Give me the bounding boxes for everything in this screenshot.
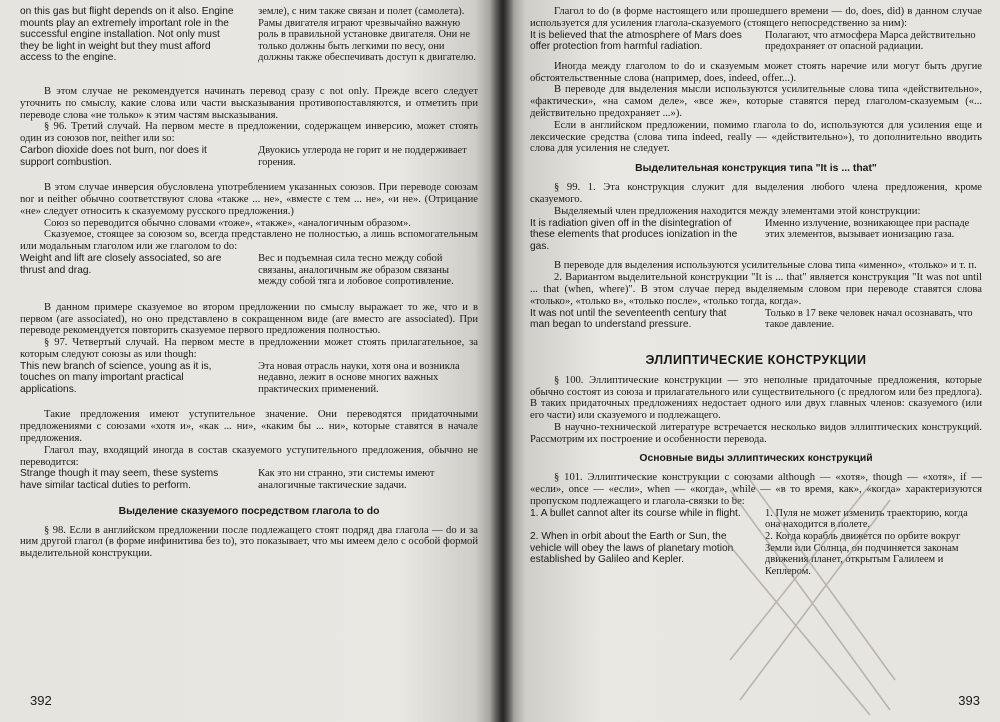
- example-nor: [20, 145, 478, 168]
- section-96-text: § 96. Третий случай. На первом месте в предложении, содержащем инверсию, может стоять один из союзов nor, neither или so:: [20, 121, 478, 145]
- section-98-text: § 98. Если в английском предложении после подлежащего стоят подряд два глагола — do и за ним другой глагол (в форме инфинитива без to), это показывает, что мы имеем дело с особой формой выделительной конструкции.: [20, 524, 478, 560]
- example-not-until-russian: Только в 17 веке человек начал осознавать, что такое давление.: [765, 307, 973, 331]
- example-nor-russian: Двуокись углерода не горит и не поддерживает горения.: [258, 144, 467, 168]
- section-heading-types: Основные виды эллиптических конструкций: [639, 453, 873, 465]
- example-radiation-russian: Именно излучение, возникающее при распаде этих элементов, вызывает ионизацию газа.: [765, 217, 970, 241]
- example-orbit-english: 2. When in orbit about the Earth or Sun, the vehicle will obey the laws of planetary motion established by Galileo and Kepler.: [530, 531, 734, 566]
- paragraph-inversion: В этом случае инверсия обусловлена употреблением указанных союзов. При переводе союзам nor и neither обычно соответствуют слова «также ... не», «вместе с тем ... не», «и не». (Отрицание «не» следует относить к сказуемому русского предложения.): [20, 182, 478, 217]
- paragraph-so-predicate: Сказуемое, стоящее за союзом so, всегда представлено не полностью, а лишь вспомогательным или модальным глаголом или же глаголом to do:: [20, 229, 478, 253]
- section-99-text: § 99. 1. Эта конструкция служит для выделения любого члена предложения, кроме сказуемого.: [530, 182, 982, 205]
- example-so-russian: Вес и подъемная сила тесно между собой связаны, аналогичным же образом связаны между собой тяга и лобовое сопротивление.: [258, 252, 454, 288]
- example-does-offer-english: It is believed that the atmosphere of Mars does offer protection from harmful radiation.: [530, 29, 742, 53]
- right-page: [500, 0, 1000, 722]
- section-heading-it-is-that: Выделительная конструкция типа "It is ... that": [635, 163, 877, 175]
- example-as-russian: Эта новая отрасль науки, хотя она и возникла недавно, лежит в основе многих важных практических применений.: [258, 360, 460, 395]
- example-as: [20, 361, 478, 396]
- paragraph-so: Союз so переводится обычно словами «тоже», «также», «аналогичным образом».: [44, 217, 411, 229]
- paragraph-concessive: Такие предложения имеют уступительное значение. Они переводятся придаточными предложениями с союзами «хотя и», «как ... ни», «каким бы ... ни», которые ставятся в начале предложения.: [20, 409, 478, 445]
- page-number-right: 393: [958, 693, 980, 708]
- example-so: [20, 253, 478, 288]
- example-radiation-english: It is radiation given off in the disintegration of these elements that produces ionization in the gas.: [530, 217, 738, 252]
- paragraph-translation-words: В переводе для выделения используются усилительные слова типа «именно», «только» и т. п.: [554, 260, 977, 272]
- example-though-english: Strange though it may seem, these systems have similar tactical duties to perform.: [20, 468, 219, 492]
- paragraph-types: В научно-технической литературе встречается несколько видов эллиптических конструкций. Рассмотрим их построение и особенности перевода.: [530, 421, 982, 445]
- example-bullet-russian: 1. Пуля не может изменить траекторию, когда она находится в полете.: [765, 507, 968, 531]
- intro-english-text: on this gas but flight depends on it also. Engine mounts play an extremely important role in the successful engine installation. Not only must they be light in weight but they must afford access to the engine.: [20, 6, 234, 64]
- paragraph-lexical: Если в английском предложении, помимо глагола to do, используются для усиления еще и лексические средства (слова типа indeed, really — «действительно»), то дополнительно вводить слова для усиления не следует.: [530, 119, 982, 155]
- example-orbit-russian: 2. Когда корабль движется по орбите вокруг Земли или Солнца, он подчиняется законам движения планет, открытым Галилеем и Кеплером.: [765, 531, 961, 577]
- example-though: [20, 468, 478, 491]
- example-does-offer-russian: Полагают, что атмосфера Марса действительно предохраняет от опасной радиации.: [765, 29, 976, 53]
- paragraph-adverb: Иногда между глаголом to do и сказуемым может стоять наречие или могут быть другие обстоятельственные слова (например, does, indeed, offer...).: [530, 60, 982, 84]
- intro-russian-text: земле), с ним также связан и полет (самолета). Рамы двигателя играют чрезвычайно важную роль в правильной установке двигателя. Они не только должны быть легкими по весу, они должны также обеспечивать доступ к двигателю.: [258, 6, 476, 64]
- section-heading-to-do: Выделение сказуемого посредством глагола to do: [118, 505, 380, 517]
- example-orbit: [530, 531, 982, 577]
- example-does-offer: [530, 30, 982, 53]
- paragraph-intensifiers: В переводе для выделения мысли используются усилительные слова типа «действительно», «фактически», «на самом деле», «все же», которые ставятся перед глаголом-сказуемым («... действительно предохраняет ...»).: [530, 84, 982, 119]
- paragraph-do-emphasis: Глагол to do (в форме настоящего или прошедшего времени — do, does, did) в данном случае используется для усиления глагола-сказуемого (стоящего непосредственно за ним):: [530, 6, 982, 29]
- section-101-text: § 101. Эллиптические конструкции с союзами although — «хотя», though — «хотя», if — «если», once — «если», when — «когда», while — «в то время, как», «когда» характеризуются пропуском подлежащего и глагола-связки to be:: [530, 472, 982, 508]
- paragraph-may: Глагол may, входящий иногда в состав сказуемого уступительного предложения, обычно не переводится:: [20, 444, 478, 468]
- paragraph-not-only: В этом случае не рекомендуется начинать перевод сразу с not only. Прежде всего следует уточнить по смыслу, какие слова или части высказывания противопоставляются, и отметить при переводе слова «не только» к этим частям высказывания.: [20, 85, 478, 121]
- example-radiation: [530, 218, 982, 253]
- example-bullet-english: 1. A bullet cannot alter its course while in flight.: [530, 507, 741, 519]
- page-number-left: 392: [30, 693, 52, 708]
- example-nor-english: Carbon dioxide does not burn, nor does it support combustion.: [20, 144, 207, 168]
- section-100-text: § 100. Эллиптические конструкции — это неполные придаточные предложения, которые обычно состоят из союза и прилагательного или существительного (с предлогом или без предлога). В таких придаточных предложениях недостает одного или двух главных членов: сказуемого (или его части) или сказуемого и подлежащего.: [530, 374, 982, 422]
- paragraph-emphasized-member: Выделяемый член предложения находится между элементами этой конструкции:: [554, 205, 921, 217]
- chapter-heading-elliptical: ЭЛЛИПТИЧЕСКИЕ КОНСТРУКЦИИ: [645, 352, 867, 367]
- example-as-english: This new branch of science, young as it is, touches on many important practical applications.: [20, 360, 212, 395]
- book-gutter-shadow: [490, 0, 514, 722]
- example-not-until: [530, 308, 982, 331]
- example-not-until-english: It was not until the seventeenth century that man began to understand pressure.: [530, 307, 727, 331]
- example-so-english: Weight and lift are closely associated, so are thrust and drag.: [20, 252, 222, 276]
- paragraph-not-until: 2. Вариантом выделительной конструкции "It is ... that" является конструкция "It was not until ... that (when, where)". В этом случае перед выделяемым словом при переводе ставятся слова «только», «только в», «только после», «только тогда, когда».: [530, 272, 982, 307]
- example-though-russian: Как это ни странно, эти системы имеют аналогичные тактические задачи.: [258, 468, 435, 492]
- intro-parallel-text: [20, 6, 478, 64]
- example-bullet: [530, 508, 982, 531]
- paragraph-predicate-explanation: В данном примере сказуемое во втором предложении по смыслу выражает то же, что и в первом (are associated), но оно представлено в сокращенном виде (are вместо are associated). При переводе рекомендуется повторить сказуемое первого предложения полностью.: [20, 301, 478, 337]
- section-97-text: § 97. Четвертый случай. На первом месте в предложении может стоять прилагательное, за которым следуют союзы as или though:: [20, 337, 478, 360]
